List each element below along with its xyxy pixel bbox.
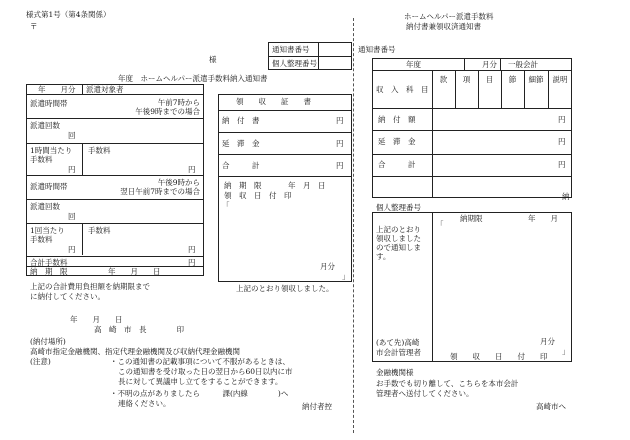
payment-note-2: に納付してください。 [30, 292, 105, 301]
right-bracket-close: 」 [562, 347, 570, 356]
right-month-suffix: 月分 [540, 337, 555, 346]
cut-line [353, 18, 354, 433]
recipient-label: 派遣対象者 [86, 85, 124, 94]
receipt-bracket-close: 」 [342, 272, 350, 281]
right-title-1: ホームヘルパー派遣手数料 [404, 12, 494, 21]
receipt-yen-1: 円 [336, 116, 344, 125]
right-row-label-1: 納 付 額 [378, 115, 416, 124]
per-time-label: 1回当たり [30, 226, 65, 235]
yen-2: 円 [188, 165, 196, 174]
note-2a: ・不明の点がありましたら 課(内線 )へ [110, 389, 289, 398]
yen-total: 円 [188, 258, 196, 267]
account-col-3: 節 [508, 75, 517, 84]
yen-1: 円 [68, 165, 76, 174]
right-yen-3: 円 [558, 160, 566, 169]
due-date-label: 納 期 限 [30, 267, 68, 276]
dispatch-count-label-2: 派遣回数 [30, 202, 60, 211]
pay-place-label: (納付場所) [30, 337, 66, 346]
addressee-2: 市会計管理者 [376, 348, 421, 357]
year-month-label: 年 月分 [38, 85, 76, 94]
fee-label-2: 手数料 [88, 226, 111, 235]
fiscal-year-label: 年度 [406, 60, 421, 69]
right-due-label: 納期限 [460, 214, 483, 223]
nou-mark: 納 [562, 192, 570, 201]
receipt-row-label-1: 納 付 書 [222, 116, 260, 125]
receipt-note: 上記のとおり領収しました。 [236, 284, 334, 293]
account-label: 収 入 科 目 [376, 85, 429, 94]
yen-3: 円 [68, 245, 76, 254]
right-personal-number-label: 個人整理番号 [376, 203, 421, 212]
receipt-date-label: 領 収 日 付 印 [224, 191, 292, 200]
month-label: 月分 [482, 60, 497, 69]
form-number: 様式第1号（第4条関係） [26, 10, 111, 19]
mayor-line: 高 崎 市 長 印 [94, 325, 184, 334]
count-unit-2: 回 [68, 212, 76, 221]
bank-note-2: 管理者へ送付してください。 [376, 389, 474, 398]
notes-label: (注意) [30, 357, 51, 366]
right-row-label-2: 延 滞 金 [378, 137, 416, 146]
count-unit-1: 回 [68, 131, 76, 140]
general-account: 一般会計 [508, 60, 538, 69]
receipt-month: 月分 [320, 262, 335, 271]
note-2b: 連絡ください。 [118, 399, 171, 408]
per-hour-label-2: 手数料 [30, 155, 53, 164]
payment-note-1: 上記の合計費用負担額を納期限まで [30, 282, 150, 291]
to-city: 高崎市へ [536, 402, 566, 411]
per-time-label-2: 手数料 [30, 235, 53, 244]
note-1b: この通知書を受け取った日の翌日から60日以内に市 [118, 367, 293, 376]
notice-title: 年度 ホームヘルパー派遣手数料納入通知書 [118, 74, 268, 83]
receipt-due-label: 納 期 限 [224, 181, 262, 190]
bank-note-1: お手数でも切り離して、こちらを本市会計 [376, 379, 519, 388]
right-receipt-note-1: 上記のとおり [376, 225, 421, 234]
dispatch-time-2: 午後9時から [157, 178, 200, 187]
account-col-0: 款 [439, 75, 448, 84]
right-title-2: 納付書兼領収済通知書 [406, 22, 481, 31]
receipt-row-label-3: 合 計 [222, 161, 260, 170]
account-col-4: 細節 [528, 75, 544, 84]
bank-label: 金融機関様 [376, 368, 414, 377]
right-row-label-3: 合 計 [378, 160, 416, 169]
total-fee-label: 合計手数料 [30, 258, 68, 267]
receipt-bracket-open: 「 [222, 201, 230, 210]
due-date-value: 年 月 日 [108, 267, 161, 276]
issue-date: 年 月 日 [70, 315, 123, 324]
right-notice-number-label: 通知書番号 [358, 45, 396, 54]
postal-mark: 〒 [30, 22, 38, 31]
right-receipt-stamp: 領 収 日 付 印 [450, 352, 548, 361]
dispatch-time-label-2: 派遣時間帯 [30, 182, 68, 191]
account-col-5: 説明 [552, 75, 568, 84]
receipt-row-label-2: 延 滞 金 [222, 139, 260, 148]
pay-place-text: 高崎市指定金融機関、指定代理金融機関及び収納代理金融機関 [30, 347, 240, 356]
right-bracket-open: 「 [436, 220, 444, 229]
right-yen-2: 円 [558, 137, 566, 146]
receipt-due-value: 年 月 日 [288, 181, 326, 190]
receipt-yen-3: 円 [336, 161, 344, 170]
dispatch-time-label-1: 派遣時間帯 [30, 99, 68, 108]
dispatch-time-1: 午前7時から [157, 98, 200, 107]
right-receipt-note-2: 領収しました [376, 234, 421, 243]
personal-number-label: 個人整理番号 [272, 59, 317, 68]
note-1c: 長に対して異議申し立てをすることができます。 [118, 377, 283, 386]
account-col-1: 項 [462, 75, 471, 84]
addressee-1: (あて先)高崎 [376, 338, 420, 347]
stub-label: 納付者控 [302, 402, 332, 411]
right-due-value: 年 月 [528, 214, 558, 223]
account-col-2: 目 [485, 75, 494, 84]
yen-4: 円 [188, 245, 196, 254]
dispatch-time-2b: 翌日午前7時までの場合 [120, 187, 200, 196]
note-1a: ・この通知書の記載事項について不服があるときは、 [110, 357, 290, 366]
right-receipt-note-3: ので通知しま [376, 243, 421, 252]
addressee-sama: 様 [209, 55, 217, 64]
fee-label-1: 手数料 [88, 146, 111, 155]
right-receipt-note-4: す。 [376, 252, 391, 261]
dispatch-count-label-1: 派遣回数 [30, 121, 60, 130]
dispatch-time-1b: 午後9時までの場合 [135, 107, 200, 116]
receipt-header: 領 収 証 書 [236, 97, 311, 106]
right-yen-1: 円 [558, 115, 566, 124]
per-hour-label: 1時間当たり [30, 146, 73, 155]
receipt-yen-2: 円 [336, 139, 344, 148]
notice-number-label: 通知書番号 [272, 45, 310, 54]
